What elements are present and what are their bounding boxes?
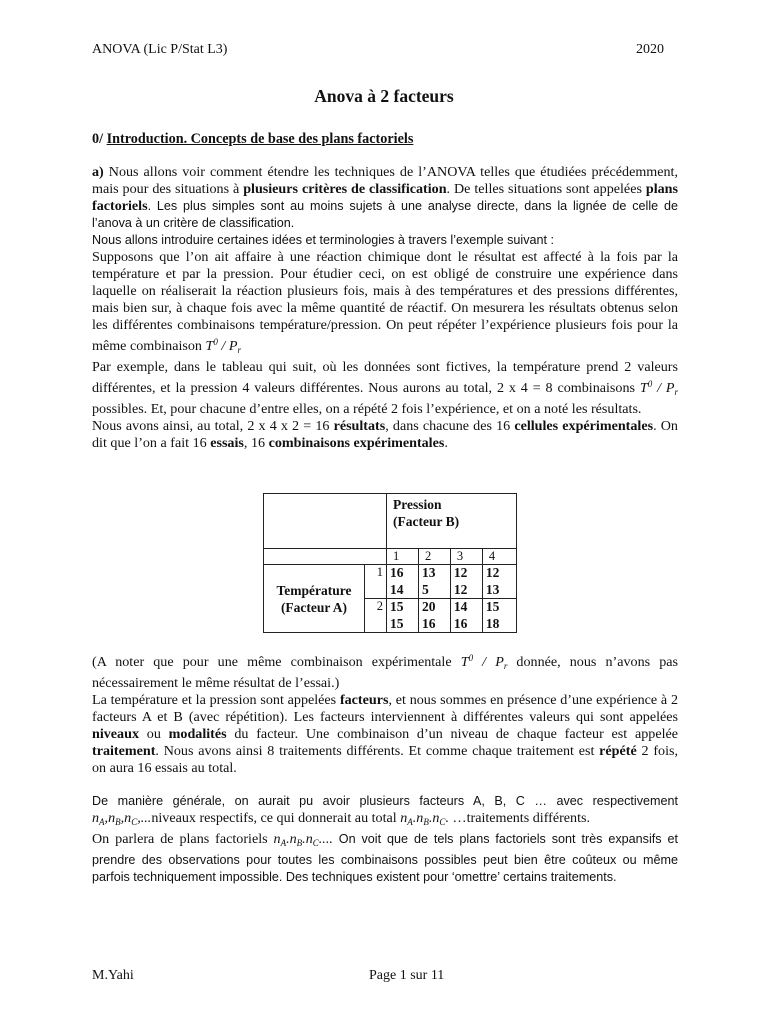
- value: 5: [421, 581, 429, 597]
- table-cell: [482, 565, 516, 599]
- factor-b-label: Pression: [393, 497, 442, 512]
- math-sym: n: [124, 810, 132, 826]
- term: niveaux: [92, 726, 139, 742]
- math-sub: r: [674, 387, 678, 397]
- value: 14: [453, 599, 468, 614]
- text: 2 fois, on aura 16 essais au total.: [92, 743, 678, 776]
- paragraph-a: [92, 164, 678, 232]
- math-T-over-P: [461, 654, 508, 670]
- paragraph-example: [92, 249, 678, 359]
- math-sym: ....: [318, 831, 333, 847]
- term: résultats: [333, 418, 386, 434]
- math-sym: n: [416, 810, 424, 826]
- math-sym: /: [473, 654, 496, 670]
- text: .: [444, 435, 448, 451]
- term: essais: [210, 435, 244, 451]
- math-sym: n: [289, 831, 297, 847]
- table-cell: [387, 599, 419, 633]
- term: modalités: [168, 726, 227, 742]
- text: du facteur. Une combinaison d’un niveau de chaque facteur est appelée: [226, 726, 679, 742]
- value: 15: [390, 615, 404, 631]
- term: plans factoriels: [92, 181, 678, 214]
- term: combinaisons expérimentales: [268, 435, 445, 451]
- math-sym: .: [412, 810, 417, 826]
- math-sym: .: [428, 810, 433, 826]
- data-table-wrapper: [263, 493, 517, 633]
- paragraph-intro-line: Nous allons introduire certaines idées et terminologies à travers l’exemple suivant :: [92, 233, 554, 247]
- math-sym: P: [665, 380, 675, 396]
- text: …traitements différents.: [448, 810, 590, 826]
- paragraph-general: [92, 793, 678, 831]
- math-sub: A: [99, 817, 105, 827]
- math-sub: C: [312, 838, 319, 848]
- math-sym: /: [652, 380, 666, 396]
- math-T-over-P: [640, 380, 678, 396]
- math-sym: /: [217, 338, 229, 354]
- math-sym: ,: [104, 810, 109, 826]
- math-nA-nB-nC-product: [400, 810, 449, 826]
- text: La température et la pression sont appelées: [92, 692, 340, 708]
- level-b-2: 2: [418, 549, 450, 565]
- text: Supposons que l’on ait affaire à une réaction chimique dont le résultat est affecté à la fois par la température et par la pression. Pour étudier ceci, on est obligé de construire une expérience dans laquelle on réaliserait la réaction plusieurs fois, mais à des températures et des pressions différentes, mais bien sur, à chaque fois avec la même quantité de réactif. On mesurera les résultats obtenus selon les différentes combinaisons température/pression. On peut répéter l’expérience plusieurs fois pour la même combinaison: [92, 249, 678, 354]
- math-sym: n: [400, 810, 408, 826]
- table-blank-cell: [264, 549, 387, 565]
- text: Par exemple, dans le tableau qui suit, où les données sont fictives, la température prend 2 valeurs différentes, et la pression 4 valeurs différentes. Nous aurons au total, 2 x 4 = 8 combinaisons: [92, 359, 678, 396]
- math-plan-product: [274, 831, 333, 847]
- header-year: 2020: [636, 42, 664, 57]
- value: 15: [390, 599, 404, 614]
- math-sym: .: [302, 831, 306, 847]
- math-sym: P: [495, 654, 504, 670]
- math-sym: P: [228, 338, 238, 354]
- value: 15: [485, 599, 500, 614]
- section-heading: [92, 131, 413, 148]
- paragraph-note: [92, 650, 678, 692]
- math-sym: n: [273, 831, 281, 847]
- table-cell: [450, 565, 482, 599]
- text: De manière générale, on aurait pu avoir plusieurs facteurs A, B, C … avec respectivement: [92, 794, 678, 808]
- text: Nous allons voir comment étendre les techniques de l’ANOVA telles que étudiées précédemment, mais pour des situations à: [92, 164, 678, 197]
- value: 12: [453, 565, 468, 580]
- value: 13: [485, 581, 500, 597]
- table-corner-cell: [264, 494, 387, 549]
- text: , dans chacune des 16: [385, 418, 515, 434]
- table-cell: [418, 599, 450, 633]
- math-sub: B: [115, 817, 121, 827]
- text: (A noter que pour une même combinaison expérimentale: [92, 654, 461, 670]
- table-cell: [482, 599, 516, 633]
- term: répété: [599, 743, 637, 759]
- math-sub: A: [280, 838, 287, 848]
- page-title: Anova à 2 facteurs: [314, 86, 454, 106]
- level-a-1: 1: [365, 565, 387, 599]
- math-sym: T: [205, 338, 214, 354]
- value: 20: [421, 599, 436, 614]
- factor-a-header: [264, 565, 365, 633]
- after-table-body: [92, 650, 678, 886]
- text: , et nous sommes en présence d’une expérience à 2 facteurs A et B (avec répétition). Les facteurs interviennent à différentes valeurs qui sont appelées: [92, 692, 678, 725]
- text: , 16: [243, 435, 269, 451]
- math-sym: .: [286, 831, 290, 847]
- level-b-3: 3: [450, 549, 482, 565]
- term: cellules expérimentales: [514, 418, 654, 434]
- text: . Nous avons ainsi 8 traitements différents. Et comme chaque traitement est: [155, 743, 600, 759]
- footer-page-number: Page 1 sur 11: [369, 968, 445, 983]
- math-sup: 0: [647, 379, 653, 389]
- paragraph-results: [92, 418, 678, 452]
- text: . De telles situations sont appelées: [446, 181, 646, 197]
- text: . On dit que l’on a fait 16: [92, 418, 678, 451]
- table-cell: [450, 599, 482, 633]
- math-nA-nB-nC: [92, 810, 151, 826]
- factor-a-sublabel: (Facteur A): [280, 599, 348, 615]
- table-cell: [387, 565, 419, 599]
- text: ou: [139, 726, 169, 742]
- math-sym: T: [639, 380, 648, 396]
- math-sym: n: [92, 810, 100, 826]
- term: facteurs: [339, 692, 389, 708]
- value: 13: [421, 565, 436, 580]
- term: traitement: [92, 743, 156, 759]
- math-sym: n: [305, 831, 313, 847]
- text: Nous avons ainsi, au total, 2 x 4 x 2 = 16: [92, 418, 334, 434]
- math-sym: T: [460, 654, 469, 670]
- math-sub: B: [296, 838, 303, 848]
- text: On parlera de plans factoriels: [92, 831, 274, 847]
- paragraph-gap: [92, 777, 678, 793]
- math-sym: ,...: [137, 810, 152, 826]
- math-sub: C: [439, 817, 446, 827]
- math-sym: n: [432, 810, 440, 826]
- math-sup: 0: [468, 653, 474, 663]
- text: donnée, nous n’avons pas nécessairement le même résultat de l’essai.): [92, 654, 679, 691]
- math-sub: A: [407, 817, 413, 827]
- value: 16: [453, 615, 468, 631]
- value: 16: [421, 615, 436, 631]
- math-sub: r: [237, 345, 241, 355]
- term: plusieurs critères de classification: [243, 181, 447, 197]
- factor-b-sublabel: (Facteur B): [393, 514, 460, 529]
- value: 14: [390, 581, 404, 597]
- footer-author: M.Yahi: [92, 968, 134, 983]
- section-number: 0/: [92, 131, 104, 147]
- paragraph-plans: [92, 831, 678, 886]
- value: 12: [453, 581, 468, 597]
- intro-body: [92, 164, 678, 452]
- section-title: Introduction. Concepts de base des plans factoriels: [106, 131, 414, 147]
- text: . Les plus simples sont au moins sujets à une analyse directe, dans la lignée de celle de l’anova à un critère de classification.: [92, 199, 678, 230]
- value: 16: [390, 565, 404, 580]
- math-T-over-P: [206, 338, 241, 354]
- text: possibles. Et, pour chacune d’entre elles, on a répété 2 fois l’expérience, et on a noté les résultats.: [92, 401, 642, 417]
- math-sym: .: [445, 810, 449, 826]
- math-sub: C: [131, 817, 138, 827]
- paragraph-factors: [92, 692, 678, 777]
- level-b-1: 1: [387, 549, 419, 565]
- table-cell: [418, 565, 450, 599]
- value: 18: [485, 615, 500, 631]
- math-sup: 0: [213, 337, 218, 347]
- label-a: a): [92, 164, 104, 180]
- factor-b-header: [387, 494, 517, 549]
- factor-a-label: Température: [276, 582, 352, 598]
- paragraph-table-intro: [92, 359, 678, 418]
- math-sym: ,: [120, 810, 125, 826]
- data-table: [263, 493, 517, 633]
- math-sub: r: [503, 661, 508, 671]
- text: On voit que de tels plans factoriels sont très expansifs et prendre des observations pour toutes les combinaisons possibles peut bien être coûteux ou même parfois techniquement impossible. Des techniques existent pour ‘omettre’ certains traitements.: [92, 832, 678, 884]
- math-sub: B: [423, 817, 429, 827]
- math-sym: n: [108, 810, 116, 826]
- level-b-4: 4: [482, 549, 516, 565]
- level-a-2: 2: [365, 599, 387, 633]
- value: 12: [485, 565, 500, 580]
- header-course: ANOVA (Lic P/Stat L3): [92, 42, 228, 57]
- text: niveaux respectifs, ce qui donnerait au total: [151, 810, 401, 826]
